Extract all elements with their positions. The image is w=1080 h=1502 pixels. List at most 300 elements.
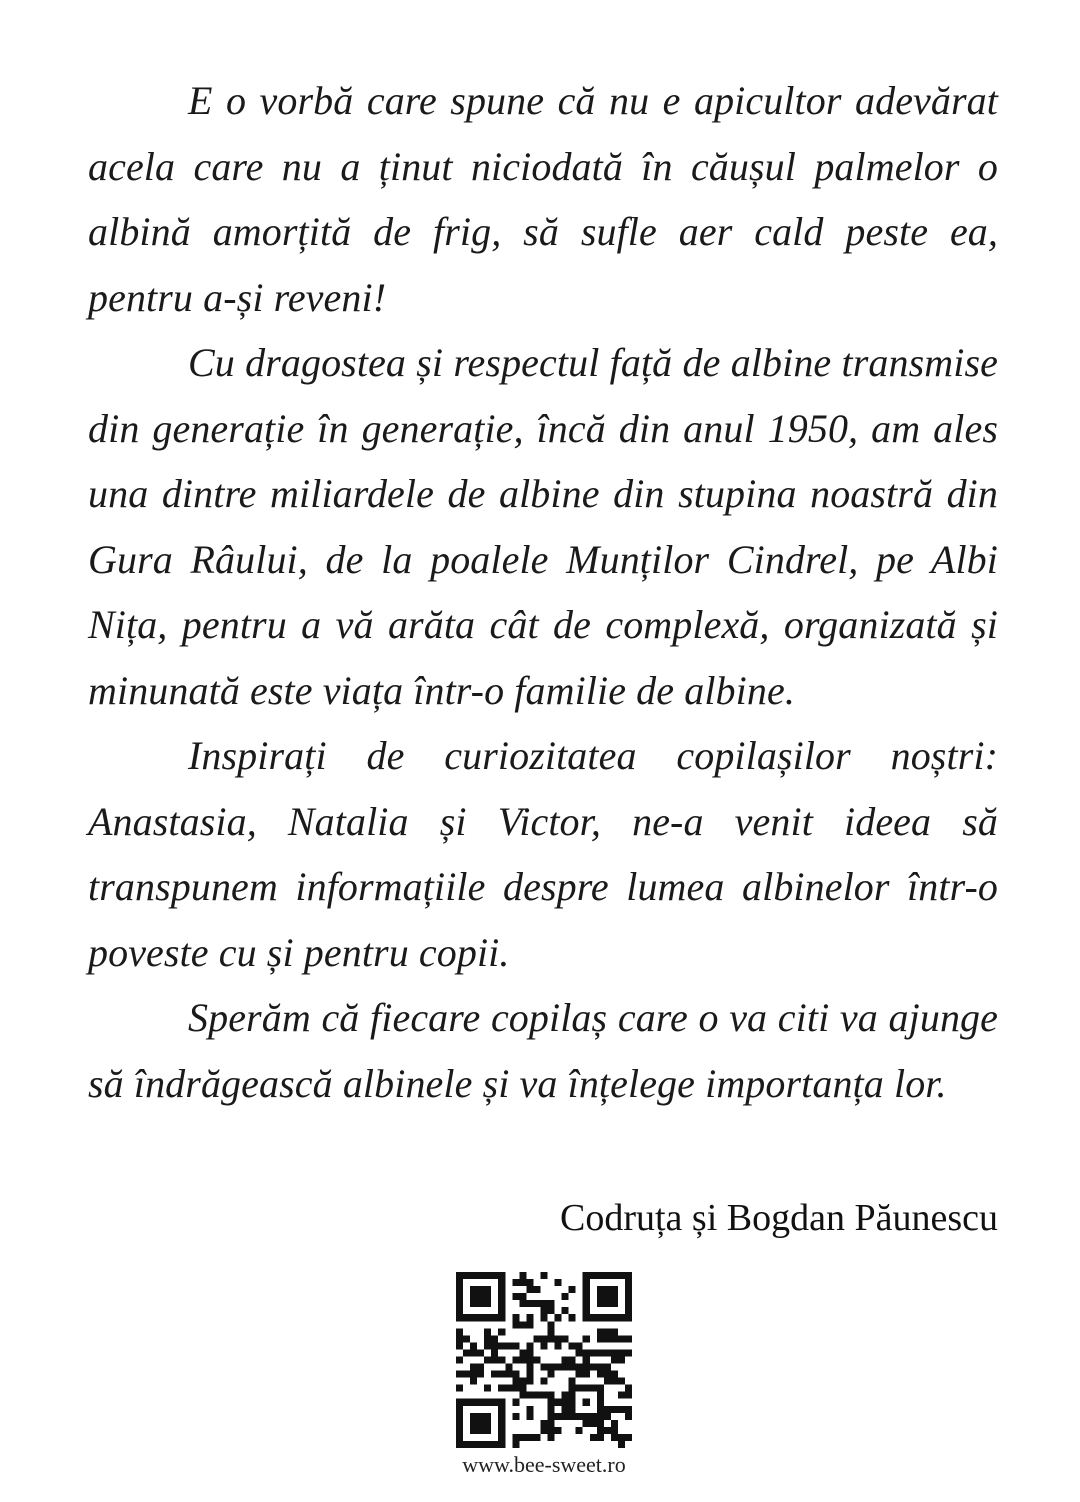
qr-module [625,1307,632,1314]
qr-module [618,1378,625,1385]
qr-module [456,1272,463,1279]
qr-module [597,1406,604,1413]
qr-module [548,1434,555,1441]
qr-module [562,1406,569,1413]
qr-module [604,1413,611,1420]
qr-module [519,1279,526,1286]
qr-module [470,1286,477,1293]
qr-module [562,1293,569,1300]
qr-module [555,1279,562,1286]
qr-module [625,1385,632,1392]
qr-module [590,1385,597,1392]
qr-module [498,1356,505,1363]
qr-module [597,1413,604,1420]
qr-module [519,1321,526,1328]
qr-module [470,1399,477,1406]
qr-module [470,1427,477,1434]
qr-module [555,1427,562,1434]
qr-module [491,1371,498,1378]
qr-module [498,1399,505,1406]
qr-module [604,1364,611,1371]
qr-module [618,1314,625,1321]
qr-module [597,1335,604,1342]
qr-module [604,1314,611,1321]
qr-module [611,1314,618,1321]
qr-module [484,1420,491,1427]
qr-module [505,1342,512,1349]
qr-module [604,1427,611,1434]
qr-module [498,1300,505,1307]
qr-module [583,1371,590,1378]
qr-module [484,1342,491,1349]
qr-module [456,1307,463,1314]
qr-module [498,1272,505,1279]
qr-module [456,1328,463,1335]
qr-module [576,1427,583,1434]
qr-module [597,1328,604,1335]
qr-module [611,1335,618,1342]
qr-module [484,1328,491,1335]
qr-module [590,1272,597,1279]
qr-module [590,1314,597,1321]
qr-module [597,1293,604,1300]
qr-module [548,1321,555,1328]
qr-module [526,1342,533,1349]
qr-module [498,1420,505,1427]
qr-code-icon [456,1272,632,1448]
qr-module [597,1300,604,1307]
qr-module [526,1392,533,1399]
qr-module [477,1286,484,1293]
qr-module [456,1356,463,1363]
qr-module [491,1349,498,1356]
qr-module [562,1335,569,1342]
qr-module [477,1413,484,1420]
qr-module [526,1286,533,1293]
qr-module [470,1293,477,1300]
qr-module [463,1314,470,1321]
qr-module [548,1364,555,1371]
qr-module [569,1286,576,1293]
qr-module [463,1335,470,1342]
qr-module [533,1335,540,1342]
qr-module [569,1314,576,1321]
qr-module [456,1385,463,1392]
qr-module [533,1300,540,1307]
qr-module [519,1378,526,1385]
qr-module [519,1272,526,1279]
qr-module [604,1335,611,1342]
qr-module [625,1293,632,1300]
website-url: www.bee-sweet.ro [462,1452,626,1477]
qr-module [540,1427,547,1434]
qr-module [456,1286,463,1293]
qr-module [456,1434,463,1441]
qr-module [618,1441,625,1448]
qr-module [597,1399,604,1406]
qr-module [611,1286,618,1293]
qr-module [569,1378,576,1385]
qr-module [597,1427,604,1434]
qr-module [583,1279,590,1286]
qr-module [470,1272,477,1279]
qr-module [555,1335,562,1342]
qr-module [611,1272,618,1279]
qr-module [562,1307,569,1314]
qr-module [569,1399,576,1406]
qr-module [611,1349,618,1356]
qr-module [498,1307,505,1314]
qr-module [576,1371,583,1378]
qr-module [477,1349,484,1356]
qr-module [533,1356,540,1363]
qr-module [548,1392,555,1399]
qr-module [526,1321,533,1328]
qr-module [548,1413,555,1420]
qr-module [470,1441,477,1448]
qr-module [625,1272,632,1279]
qr-module [548,1328,555,1335]
qr-module [611,1293,618,1300]
qr-module [519,1349,526,1356]
qr-module [548,1300,555,1307]
qr-module [569,1406,576,1413]
qr-module [484,1293,491,1300]
qr-module [470,1364,477,1371]
qr-module [597,1314,604,1321]
qr-module [625,1314,632,1321]
qr-module [569,1342,576,1349]
qr-module [512,1378,519,1385]
qr-module [512,1279,519,1286]
qr-module [512,1293,519,1300]
qr-module [604,1406,611,1413]
qr-module [583,1272,590,1279]
qr-module [583,1307,590,1314]
qr-module [512,1413,519,1420]
qr-module [590,1434,597,1441]
qr-module [463,1371,470,1378]
qr-module [611,1427,618,1434]
qr-module [491,1335,498,1342]
qr-module [519,1293,526,1300]
qr-module [512,1342,519,1349]
qr-module [484,1335,491,1342]
qr-module [618,1392,625,1399]
qr-module [498,1293,505,1300]
qr-module [604,1349,611,1356]
qr-module [597,1392,604,1399]
qr-module [491,1399,498,1406]
qr-module [583,1300,590,1307]
qr-module [456,1427,463,1434]
qr-module [456,1406,463,1413]
qr-module [569,1385,576,1392]
qr-module [548,1371,555,1378]
qr-module [470,1314,477,1321]
qr-module [555,1342,562,1349]
qr-module [533,1392,540,1399]
qr-module [583,1293,590,1300]
qr-module [484,1314,491,1321]
qr-module [597,1420,604,1427]
qr-module [456,1413,463,1420]
qr-module [625,1406,632,1413]
qr-module [498,1314,505,1321]
qr-module [576,1385,583,1392]
qr-module [456,1420,463,1427]
qr-module [456,1342,463,1349]
qr-module [519,1385,526,1392]
paragraph-4: Sperăm că fiecare copilaș care o va citi va ajunge să îndrăgească albinele și va înțelege importanța lor. [88,995,998,1106]
qr-module [562,1399,569,1406]
qr-module [477,1314,484,1321]
qr-module [548,1406,555,1413]
qr-module [519,1392,526,1399]
qr-module [576,1349,583,1356]
qr-module [540,1335,547,1342]
qr-module [498,1342,505,1349]
qr-module [491,1441,498,1448]
qr-module [477,1399,484,1406]
preface-text [88,68,998,1116]
qr-module [470,1349,477,1356]
qr-module [555,1364,562,1371]
qr-module [604,1328,611,1335]
qr-module [540,1378,547,1385]
qr-module [484,1286,491,1293]
qr-module [597,1364,604,1371]
qr-module [597,1385,604,1392]
qr-module [611,1420,618,1427]
qr-module [498,1279,505,1286]
qr-module [512,1321,519,1328]
qr-module [569,1413,576,1420]
qr-module [456,1279,463,1286]
qr-module [484,1413,491,1420]
qr-module [456,1371,463,1378]
qr-module [540,1314,547,1321]
qr-module [548,1427,555,1434]
qr-module [611,1300,618,1307]
qr-module [576,1413,583,1420]
qr-module [611,1378,618,1385]
qr-module [583,1356,590,1363]
qr-module [463,1272,470,1279]
qr-module [569,1356,576,1363]
qr-module [618,1272,625,1279]
qr-module [540,1272,547,1279]
qr-module [477,1300,484,1307]
paragraph-3: Inspirați de curiozitatea copilașilor noștri: Anastasia, Natalia și Victor, ne-a venit ideea să transpunem informațiile despre lumea albinelor într-o poveste cu și pentru copii. [88,733,998,975]
qr-module [484,1385,491,1392]
qr-module [526,1364,533,1371]
qr-module [498,1328,505,1335]
qr-module [456,1399,463,1406]
qr-module [562,1413,569,1420]
qr-module [477,1441,484,1448]
qr-module [562,1356,569,1363]
qr-module [456,1335,463,1342]
qr-module [512,1441,519,1448]
qr-module [470,1420,477,1427]
qr-module [555,1314,562,1321]
qr-module [604,1378,611,1385]
qr-module [625,1335,632,1342]
qr-module [477,1364,484,1371]
qr-module [526,1406,533,1413]
qr-module [625,1279,632,1286]
qr-module [526,1300,533,1307]
qr-module [540,1307,547,1314]
qr-module [477,1420,484,1427]
qr-module [611,1406,618,1413]
qr-module [498,1371,505,1378]
qr-module [484,1356,491,1363]
qr-module [484,1399,491,1406]
qr-module [618,1434,625,1441]
qr-module [512,1399,519,1406]
qr-module [498,1441,505,1448]
qr-module [526,1434,533,1441]
qr-module [456,1314,463,1321]
qr-module [456,1293,463,1300]
qr-module [526,1371,533,1378]
qr-module [484,1300,491,1307]
qr-module [555,1413,562,1420]
qr-module [491,1272,498,1279]
qr-module [512,1371,519,1378]
qr-module [597,1286,604,1293]
qr-module [470,1378,477,1385]
qr-module [583,1335,590,1342]
qr-module [583,1349,590,1356]
qr-module [498,1427,505,1434]
qr-module [526,1314,533,1321]
qr-module [491,1342,498,1349]
qr-module [604,1371,611,1378]
qr-module [477,1293,484,1300]
qr-module [484,1427,491,1434]
qr-module [498,1385,505,1392]
qr-module [625,1392,632,1399]
qr-module [604,1272,611,1279]
qr-module [583,1399,590,1406]
qr-module [512,1314,519,1321]
paragraph-2: Cu dragostea și respectul față de albine transmise din generație în generație, încă din anul 1950, am ales una dintre miliardele de albine din stupina noastră din Gura Râului, de la poalele Munților Cindrel, pe Albi Nița, pentru a vă arăta cât de complexă, organizată și minunată este viața într-o familie de albine. [88,340,998,713]
qr-module [548,1399,555,1406]
qr-module [456,1441,463,1448]
qr-module [562,1364,569,1371]
qr-module [498,1286,505,1293]
qr-module [512,1356,519,1363]
qr-module [590,1349,597,1356]
qr-module [555,1399,562,1406]
paragraph-1: E o vorbă care spune că nu e apicultor adevărat acela care nu a ținut niciodată în căușul palmelor o albină amorțită de frig, să sufle aer cald peste ea, pentru a-și reveni! [88,78,998,320]
qr-module [526,1378,533,1385]
qr-module [590,1420,597,1427]
qr-module [519,1356,526,1363]
qr-module [604,1293,611,1300]
qr-module [505,1385,512,1392]
qr-module [569,1364,576,1371]
qr-module [604,1286,611,1293]
qr-module [540,1342,547,1349]
qr-module [597,1349,604,1356]
qr-module [484,1441,491,1448]
qr-module [540,1300,547,1307]
qr-module [519,1434,526,1441]
qr-module [583,1420,590,1427]
qr-module [491,1356,498,1363]
qr-module [625,1300,632,1307]
qr-module [583,1286,590,1293]
qr-module [477,1272,484,1279]
qr-module [526,1279,533,1286]
qr-module [540,1420,547,1427]
qr-module [583,1314,590,1321]
qr-module [583,1364,590,1371]
qr-module [470,1300,477,1307]
qr-module [498,1406,505,1413]
qr-module [611,1328,618,1335]
qr-module [533,1434,540,1441]
qr-module [470,1371,477,1378]
qr-module [463,1349,470,1356]
qr-module [526,1349,533,1356]
qr-module [533,1286,540,1293]
qr-module [484,1272,491,1279]
qr-module [548,1420,555,1427]
qr-module [590,1364,597,1371]
qr-module [463,1399,470,1406]
qr-module [611,1371,618,1378]
qr-module [562,1392,569,1399]
qr-module [618,1406,625,1413]
qr-module [597,1272,604,1279]
qr-module [597,1371,604,1378]
qr-module [540,1392,547,1399]
qr-module [583,1385,590,1392]
qr-module [618,1356,625,1363]
qr-module [498,1413,505,1420]
qr-module [590,1413,597,1420]
qr-module [526,1356,533,1363]
qr-module [576,1342,583,1349]
qr-module [611,1356,618,1363]
qr-module [625,1434,632,1441]
qr-module [512,1385,519,1392]
qr-module [597,1434,604,1441]
qr-module [519,1300,526,1307]
qr-module [540,1364,547,1371]
qr-module [491,1314,498,1321]
qr-module [456,1300,463,1307]
qr-module [625,1286,632,1293]
qr-module [477,1371,484,1378]
qr-module [611,1434,618,1441]
qr-module [625,1413,632,1420]
qr-module [470,1413,477,1420]
qr-module [477,1427,484,1434]
qr-module [625,1349,632,1356]
qr-module [576,1364,583,1371]
qr-module [569,1392,576,1399]
qr-module [498,1434,505,1441]
qr-module [526,1413,533,1420]
qr-module [548,1307,555,1314]
qr-module [618,1349,625,1356]
